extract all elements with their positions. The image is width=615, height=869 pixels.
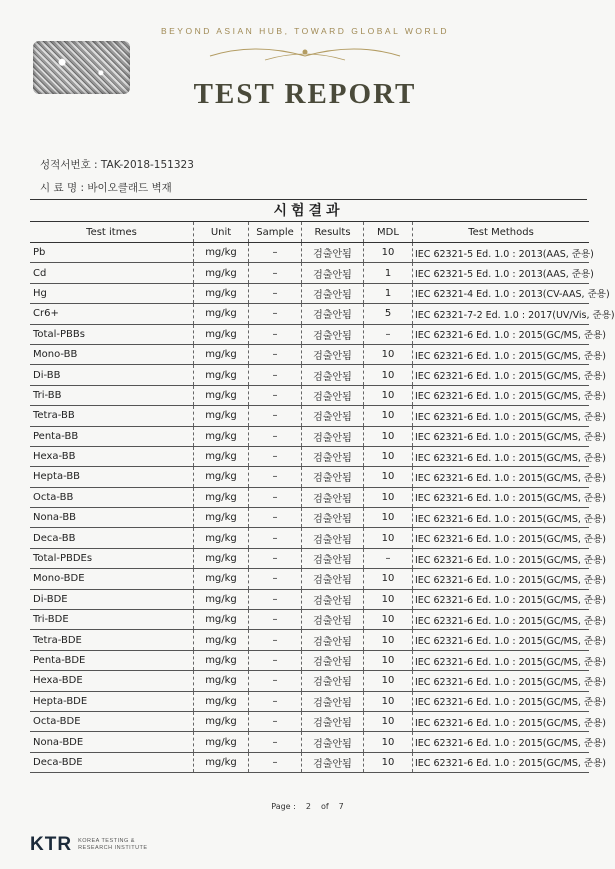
table-row [30,589,589,609]
cell-unit: mg/kg [194,569,249,589]
cell-item: Tri-BDE [30,610,194,630]
page-current: 2 [305,802,311,811]
report-title: TEST REPORT [193,78,417,110]
cell-unit: mg/kg [194,283,249,303]
cell-mdl: – [364,548,413,568]
column-header: Results [302,222,364,243]
cell-mdl: 10 [364,487,413,507]
cell-item: Hepta-BDE [30,691,194,711]
cell-result: 검출안됨 [302,283,364,303]
cell-result: 검출안됨 [302,406,364,426]
cell-method: IEC 62321-6 Ed. 1.0 : 2015(GC/MS, 준용) [413,385,590,405]
cell-unit: mg/kg [194,671,249,691]
cell-result: 검출안됨 [302,548,364,568]
cell-item: Pb [30,243,194,263]
table-row [30,548,589,568]
table-row [30,365,589,385]
cell-method: IEC 62321-6 Ed. 1.0 : 2015(GC/MS, 준용) [413,650,590,670]
cell-method: IEC 62321-6 Ed. 1.0 : 2015(GC/MS, 준용) [413,406,590,426]
cell-result: 검출안됨 [302,344,364,364]
cell-sample: – [249,630,302,650]
page-label: Page : [271,802,296,811]
cell-sample: – [249,610,302,630]
cell-item: Deca-BDE [30,752,194,772]
cell-mdl: 10 [364,732,413,752]
cell-item: Deca-BB [30,528,194,548]
cell-method: IEC 62321-6 Ed. 1.0 : 2015(GC/MS, 준용) [413,691,590,711]
cell-item: Tri-BB [30,385,194,405]
cell-mdl: 10 [364,243,413,263]
cell-sample: – [249,406,302,426]
cell-unit: mg/kg [194,304,249,324]
cell-item: Nona-BDE [30,732,194,752]
cell-result: 검출안됨 [302,589,364,609]
cell-sample: – [249,365,302,385]
cell-item: Total-PBDEs [30,548,194,568]
cell-sample: – [249,671,302,691]
cell-sample: – [249,426,302,446]
cell-item: Mono-BDE [30,569,194,589]
cell-sample: – [249,508,302,528]
table-row [30,732,589,752]
table-row [30,426,589,446]
cell-method: IEC 62321-6 Ed. 1.0 : 2015(GC/MS, 준용) [413,446,590,466]
cell-item: Octa-BB [30,487,194,507]
table-row [30,711,589,731]
cell-mdl: 10 [364,569,413,589]
cell-result: 검출안됨 [302,671,364,691]
table-row [30,650,589,670]
cell-unit: mg/kg [194,263,249,283]
cell-unit: mg/kg [194,344,249,364]
cell-method: IEC 62321-6 Ed. 1.0 : 2015(GC/MS, 준용) [413,467,590,487]
cell-mdl: 1 [364,283,413,303]
table-row [30,263,589,283]
cell-result: 검출안됨 [302,528,364,548]
cell-item: Cd [30,263,194,283]
table-row [30,446,589,466]
cell-method: IEC 62321-6 Ed. 1.0 : 2015(GC/MS, 준용) [413,610,590,630]
ktr-logo [30,834,148,856]
cell-unit: mg/kg [194,610,249,630]
cell-mdl: 10 [364,508,413,528]
column-header: Unit [194,222,249,243]
cell-result: 검출안됨 [302,243,364,263]
cell-unit: mg/kg [194,589,249,609]
tagline: BEYOND ASIAN HUB, TOWARD GLOBAL WORLD [160,26,450,36]
cell-result: 검출안됨 [302,508,364,528]
cell-result: 검출안됨 [302,752,364,772]
cell-method: IEC 62321-5 Ed. 1.0 : 2013(AAS, 준용) [413,243,590,263]
cell-unit: mg/kg [194,365,249,385]
cell-unit: mg/kg [194,426,249,446]
table-row [30,508,589,528]
cell-method: IEC 62321-6 Ed. 1.0 : 2015(GC/MS, 준용) [413,569,590,589]
cell-unit: mg/kg [194,467,249,487]
cell-mdl: 10 [364,467,413,487]
table-row [30,406,589,426]
cell-result: 검출안됨 [302,385,364,405]
cell-mdl: 10 [364,365,413,385]
cell-result: 검출안됨 [302,630,364,650]
cell-item: Penta-BB [30,426,194,446]
page-number [0,802,615,811]
cell-method: IEC 62321-5 Ed. 1.0 : 2013(AAS, 준용) [413,263,590,283]
table-row [30,487,589,507]
cell-mdl: 10 [364,385,413,405]
cell-mdl: 10 [364,406,413,426]
cell-mdl: 10 [364,610,413,630]
cell-mdl: 10 [364,711,413,731]
cell-sample: – [249,263,302,283]
cell-unit: mg/kg [194,406,249,426]
logo-subtitle [78,838,148,852]
table-row [30,344,589,364]
cell-mdl: – [364,324,413,344]
cell-result: 검출안됨 [302,732,364,752]
cell-unit: mg/kg [194,548,249,568]
cell-result: 검출안됨 [302,691,364,711]
logo-line-1: KOREA TESTING & [78,838,135,844]
cell-mdl: 10 [364,528,413,548]
cell-sample: – [249,569,302,589]
cell-unit: mg/kg [194,508,249,528]
cell-result: 검출안됨 [302,650,364,670]
table-row [30,691,589,711]
cell-item: Penta-BDE [30,650,194,670]
cell-method: IEC 62321-6 Ed. 1.0 : 2015(GC/MS, 준용) [413,732,590,752]
cell-mdl: 10 [364,630,413,650]
cell-mdl: 10 [364,650,413,670]
cell-sample: – [249,650,302,670]
column-header: Test Methods [413,222,590,243]
table-row [30,467,589,487]
cell-sample: – [249,344,302,364]
ornament-flourish [205,38,405,68]
cell-sample: – [249,528,302,548]
cell-unit: mg/kg [194,752,249,772]
cell-mdl: 10 [364,671,413,691]
cell-item: Tetra-BDE [30,630,194,650]
cell-method: IEC 62321-6 Ed. 1.0 : 2015(GC/MS, 준용) [413,365,590,385]
table-row [30,528,589,548]
cell-result: 검출안됨 [302,324,364,344]
cell-result: 검출안됨 [302,304,364,324]
cell-unit: mg/kg [194,324,249,344]
cell-mdl: 10 [364,344,413,364]
cell-sample: – [249,324,302,344]
table-row [30,324,589,344]
column-header: Sample [249,222,302,243]
logo-mark: KTR [30,834,73,855]
cell-sample: – [249,304,302,324]
cell-method: IEC 62321-4 Ed. 1.0 : 2013(CV-AAS, 준용) [413,283,590,303]
table-row [30,385,589,405]
cell-mdl: 10 [364,691,413,711]
cell-unit: mg/kg [194,528,249,548]
table-row [30,283,589,303]
cell-sample: – [249,711,302,731]
cell-method: IEC 62321-6 Ed. 1.0 : 2015(GC/MS, 준용) [413,752,590,772]
column-header: MDL [364,222,413,243]
cell-item: Hepta-BB [30,467,194,487]
cell-unit: mg/kg [194,487,249,507]
sample-name: 시 료 명 : 바이오클래드 벽재 [40,182,172,194]
table-row [30,610,589,630]
cell-sample: – [249,691,302,711]
table-row [30,304,589,324]
cell-method: IEC 62321-6 Ed. 1.0 : 2015(GC/MS, 준용) [413,671,590,691]
page-total: 7 [338,802,344,811]
cell-method: IEC 62321-6 Ed. 1.0 : 2015(GC/MS, 준용) [413,528,590,548]
cell-sample: – [249,732,302,752]
report-number: 성적서번호 : TAK-2018-151323 [40,159,194,171]
cell-mdl: 10 [364,752,413,772]
table-row [30,671,589,691]
cell-unit: mg/kg [194,446,249,466]
cell-method: IEC 62321-6 Ed. 1.0 : 2015(GC/MS, 준용) [413,487,590,507]
table-row [30,630,589,650]
cell-item: Nona-BB [30,508,194,528]
cell-unit: mg/kg [194,385,249,405]
cell-unit: mg/kg [194,650,249,670]
cell-sample: – [249,446,302,466]
cell-mdl: 5 [364,304,413,324]
cell-method: IEC 62321-6 Ed. 1.0 : 2015(GC/MS, 준용) [413,508,590,528]
cell-method: IEC 62321-6 Ed. 1.0 : 2015(GC/MS, 준용) [413,426,590,446]
cell-mdl: 10 [364,426,413,446]
cell-item: Tetra-BB [30,406,194,426]
results-table [30,221,615,773]
cell-mdl: 10 [364,446,413,466]
table-row [30,752,589,772]
cell-method: IEC 62321-6 Ed. 1.0 : 2015(GC/MS, 준용) [413,711,590,731]
cell-item: Di-BDE [30,589,194,609]
cell-result: 검출안됨 [302,263,364,283]
cell-mdl: 10 [364,589,413,609]
cell-unit: mg/kg [194,732,249,752]
cell-method: IEC 62321-6 Ed. 1.0 : 2015(GC/MS, 준용) [413,324,590,344]
cell-method: IEC 62321-6 Ed. 1.0 : 2015(GC/MS, 준용) [413,548,590,568]
cell-unit: mg/kg [194,630,249,650]
hologram-seal [33,41,130,94]
page-of: of [320,802,329,811]
table-row [30,243,589,263]
table-header-row [30,222,589,243]
cell-method: IEC 62321-6 Ed. 1.0 : 2015(GC/MS, 준용) [413,589,590,609]
cell-unit: mg/kg [194,243,249,263]
table-row [30,569,589,589]
cell-result: 검출안됨 [302,487,364,507]
cell-sample: – [249,385,302,405]
cell-item: Hg [30,283,194,303]
cell-result: 검출안됨 [302,365,364,385]
cell-result: 검출안됨 [302,711,364,731]
cell-mdl: 1 [364,263,413,283]
cell-item: Hexa-BDE [30,671,194,691]
cell-unit: mg/kg [194,711,249,731]
cell-item: Mono-BB [30,344,194,364]
cell-method: IEC 62321-6 Ed. 1.0 : 2015(GC/MS, 준용) [413,630,590,650]
cell-result: 검출안됨 [302,426,364,446]
cell-sample: – [249,548,302,568]
cell-sample: – [249,283,302,303]
cell-result: 검출안됨 [302,610,364,630]
cell-result: 검출안됨 [302,446,364,466]
results-heading: 시험결과 [30,199,587,222]
cell-item: Octa-BDE [30,711,194,731]
cell-unit: mg/kg [194,691,249,711]
cell-sample: – [249,467,302,487]
cell-method: IEC 62321-7-2 Ed. 1.0 : 2017(UV/Vis, 준용) [413,304,590,324]
cell-result: 검출안됨 [302,569,364,589]
cell-item: Cr6+ [30,304,194,324]
cell-item: Total-PBBs [30,324,194,344]
cell-method: IEC 62321-6 Ed. 1.0 : 2015(GC/MS, 준용) [413,344,590,364]
column-header: Test itmes [30,222,194,243]
logo-line-2: RESEARCH INSTITUTE [78,845,148,851]
cell-sample: – [249,243,302,263]
cell-sample: – [249,589,302,609]
cell-result: 검출안됨 [302,467,364,487]
cell-item: Hexa-BB [30,446,194,466]
cell-sample: – [249,752,302,772]
cell-item: Di-BB [30,365,194,385]
cell-sample: – [249,487,302,507]
